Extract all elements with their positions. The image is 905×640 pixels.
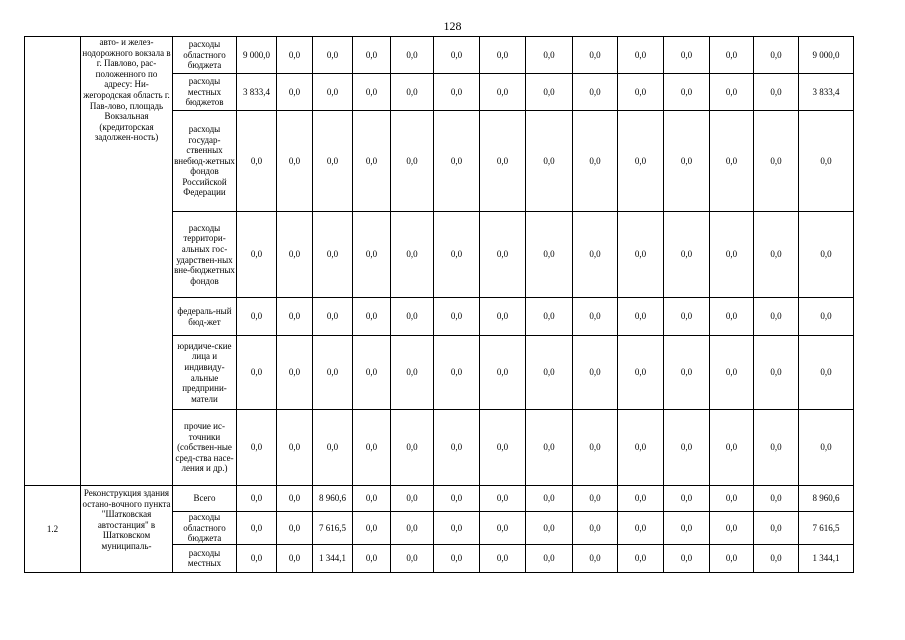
value-cell: 0,0	[480, 336, 526, 410]
value-cell: 0,0	[480, 410, 526, 486]
value-cell: 0,0	[434, 212, 480, 298]
value-cell: 0,0	[573, 212, 618, 298]
value-cell: 0,0	[526, 544, 573, 572]
value-cell: 0,0	[526, 212, 573, 298]
table-row	[25, 37, 854, 74]
value-cell: 0,0	[353, 111, 391, 212]
value-cell: 0,0	[434, 298, 480, 336]
value-cell: 3 833,4	[237, 74, 277, 111]
value-cell: 0,0	[526, 111, 573, 212]
object-name-cell: авто- и желез-нодорожного вокзала в г. Павлово, рас-положенного по адресу: Ни-жегородская область г. Пав-лово, площадь Вокзальная (кредиторская задолжен-ность)	[81, 37, 173, 486]
value-cell: 0,0	[618, 37, 664, 74]
funding-source-cell: расходы местных	[173, 544, 237, 572]
value-cell: 0,0	[313, 111, 353, 212]
value-cell: 0,0	[664, 512, 710, 545]
value-cell: 1 344,1	[313, 544, 353, 572]
value-cell: 0,0	[277, 111, 313, 212]
value-cell: 0,0	[618, 74, 664, 111]
value-cell: 0,0	[618, 544, 664, 572]
value-cell: 0,0	[277, 336, 313, 410]
value-cell: 0,0	[664, 544, 710, 572]
value-cell: 0,0	[710, 37, 754, 74]
value-cell: 0,0	[434, 37, 480, 74]
value-cell: 0,0	[526, 37, 573, 74]
value-cell: 0,0	[710, 212, 754, 298]
value-cell: 0,0	[313, 410, 353, 486]
row-index-cell	[25, 37, 81, 486]
value-cell: 0,0	[754, 37, 799, 74]
value-cell: 0,0	[754, 512, 799, 545]
value-cell: 0,0	[664, 298, 710, 336]
value-cell: 0,0	[434, 544, 480, 572]
value-cell: 0,0	[353, 74, 391, 111]
value-cell: 0,0	[754, 111, 799, 212]
value-cell: 0,0	[618, 486, 664, 512]
value-cell: 0,0	[277, 486, 313, 512]
value-cell: 0,0	[391, 74, 434, 111]
value-cell: 0,0	[353, 37, 391, 74]
value-cell: 0,0	[277, 212, 313, 298]
funding-source-cell: федераль-ный бюд-жет	[173, 298, 237, 336]
value-cell: 0,0	[573, 544, 618, 572]
value-cell: 0,0	[710, 111, 754, 212]
value-cell: 0,0	[710, 336, 754, 410]
value-cell: 0,0	[480, 544, 526, 572]
value-cell: 0,0	[754, 298, 799, 336]
value-cell: 0,0	[237, 212, 277, 298]
total-cell: 8 960,6	[799, 486, 854, 512]
value-cell: 0,0	[618, 298, 664, 336]
value-cell: 0,0	[480, 212, 526, 298]
value-cell: 0,0	[353, 298, 391, 336]
value-cell: 0,0	[710, 74, 754, 111]
value-cell: 0,0	[618, 111, 664, 212]
budget-table	[24, 36, 854, 573]
total-cell: 3 833,4	[799, 74, 854, 111]
value-cell: 0,0	[391, 37, 434, 74]
table-body	[25, 37, 854, 573]
total-cell: 0,0	[799, 336, 854, 410]
value-cell: 0,0	[573, 410, 618, 486]
total-cell: 1 344,1	[799, 544, 854, 572]
total-cell: 7 616,5	[799, 512, 854, 545]
value-cell: 0,0	[664, 486, 710, 512]
value-cell: 0,0	[526, 410, 573, 486]
value-cell: 0,0	[526, 74, 573, 111]
value-cell: 0,0	[573, 74, 618, 111]
value-cell: 0,0	[710, 486, 754, 512]
value-cell: 0,0	[391, 544, 434, 572]
row-index-cell: 1.2	[25, 486, 81, 573]
value-cell: 0,0	[664, 336, 710, 410]
value-cell: 0,0	[710, 544, 754, 572]
value-cell: 0,0	[754, 212, 799, 298]
value-cell: 0,0	[526, 298, 573, 336]
value-cell: 0,0	[237, 298, 277, 336]
total-cell: 0,0	[799, 212, 854, 298]
value-cell: 0,0	[391, 336, 434, 410]
value-cell: 0,0	[710, 512, 754, 545]
total-cell: 0,0	[799, 111, 854, 212]
value-cell: 0,0	[353, 336, 391, 410]
value-cell: 0,0	[480, 111, 526, 212]
value-cell: 0,0	[313, 298, 353, 336]
funding-source-cell: прочие ис-точники (собствен-ные сред-ства насе-ления и др.)	[173, 410, 237, 486]
value-cell: 0,0	[353, 512, 391, 545]
value-cell: 0,0	[313, 74, 353, 111]
value-cell: 0,0	[573, 512, 618, 545]
value-cell: 0,0	[573, 298, 618, 336]
total-cell: 0,0	[799, 298, 854, 336]
value-cell: 0,0	[573, 486, 618, 512]
value-cell: 0,0	[277, 544, 313, 572]
value-cell: 0,0	[526, 336, 573, 410]
value-cell: 0,0	[391, 298, 434, 336]
value-cell: 0,0	[277, 37, 313, 74]
total-cell: 0,0	[799, 410, 854, 486]
value-cell: 0,0	[480, 298, 526, 336]
value-cell: 0,0	[434, 336, 480, 410]
table-row	[25, 486, 854, 512]
value-cell: 0,0	[391, 111, 434, 212]
value-cell: 0,0	[664, 111, 710, 212]
object-name-cell: Реконструкция здания остано-вочного пункта "Шатковская автостанция" в Шатковском муниципаль-	[81, 486, 173, 573]
value-cell: 0,0	[237, 111, 277, 212]
value-cell: 0,0	[353, 212, 391, 298]
value-cell: 0,0	[313, 336, 353, 410]
value-cell: 0,0	[434, 486, 480, 512]
value-cell: 0,0	[480, 486, 526, 512]
value-cell: 0,0	[618, 336, 664, 410]
value-cell: 0,0	[526, 486, 573, 512]
value-cell: 0,0	[313, 37, 353, 74]
funding-source-cell: расходы областного бюджета	[173, 37, 237, 74]
value-cell: 0,0	[353, 410, 391, 486]
value-cell: 0,0	[277, 298, 313, 336]
value-cell: 0,0	[480, 37, 526, 74]
funding-source-cell: Всего	[173, 486, 237, 512]
funding-source-cell: расходы областного бюджета	[173, 512, 237, 545]
value-cell: 0,0	[353, 486, 391, 512]
value-cell: 0,0	[526, 512, 573, 545]
value-cell: 0,0	[391, 512, 434, 545]
page-number: 128	[443, 19, 462, 33]
value-cell: 0,0	[391, 410, 434, 486]
value-cell: 0,0	[480, 512, 526, 545]
value-cell: 0,0	[434, 512, 480, 545]
value-cell: 8 960,6	[313, 486, 353, 512]
value-cell: 0,0	[237, 544, 277, 572]
value-cell: 0,0	[237, 512, 277, 545]
value-cell: 0,0	[277, 512, 313, 545]
value-cell: 7 616,5	[313, 512, 353, 545]
total-cell: 9 000,0	[799, 37, 854, 74]
value-cell: 0,0	[391, 212, 434, 298]
value-cell: 0,0	[313, 212, 353, 298]
value-cell: 0,0	[710, 410, 754, 486]
value-cell: 0,0	[391, 486, 434, 512]
value-cell: 0,0	[434, 74, 480, 111]
value-cell: 0,0	[277, 74, 313, 111]
value-cell: 9 000,0	[237, 37, 277, 74]
value-cell: 0,0	[237, 486, 277, 512]
value-cell: 0,0	[618, 212, 664, 298]
funding-source-cell: расходы государ-ственных внебюд-жетных фондов Российской Федерации	[173, 111, 237, 212]
value-cell: 0,0	[237, 336, 277, 410]
value-cell: 0,0	[754, 486, 799, 512]
funding-source-cell: юридиче-ские лица и индивиду-альные предприни-матели	[173, 336, 237, 410]
value-cell: 0,0	[618, 410, 664, 486]
value-cell: 0,0	[573, 111, 618, 212]
funding-source-cell: расходы территори-альных гос-ударствен-ных вне-бюджетных фондов	[173, 212, 237, 298]
value-cell: 0,0	[754, 544, 799, 572]
value-cell: 0,0	[664, 212, 710, 298]
value-cell: 0,0	[277, 410, 313, 486]
value-cell: 0,0	[434, 111, 480, 212]
value-cell: 0,0	[434, 410, 480, 486]
value-cell: 0,0	[480, 74, 526, 111]
value-cell: 0,0	[754, 336, 799, 410]
value-cell: 0,0	[618, 512, 664, 545]
value-cell: 0,0	[710, 298, 754, 336]
value-cell: 0,0	[754, 410, 799, 486]
value-cell: 0,0	[754, 74, 799, 111]
value-cell: 0,0	[353, 544, 391, 572]
value-cell: 0,0	[237, 410, 277, 486]
value-cell: 0,0	[573, 37, 618, 74]
value-cell: 0,0	[664, 37, 710, 74]
funding-source-cell: расходы местных бюджетов	[173, 74, 237, 111]
value-cell: 0,0	[664, 74, 710, 111]
value-cell: 0,0	[664, 410, 710, 486]
value-cell: 0,0	[573, 336, 618, 410]
